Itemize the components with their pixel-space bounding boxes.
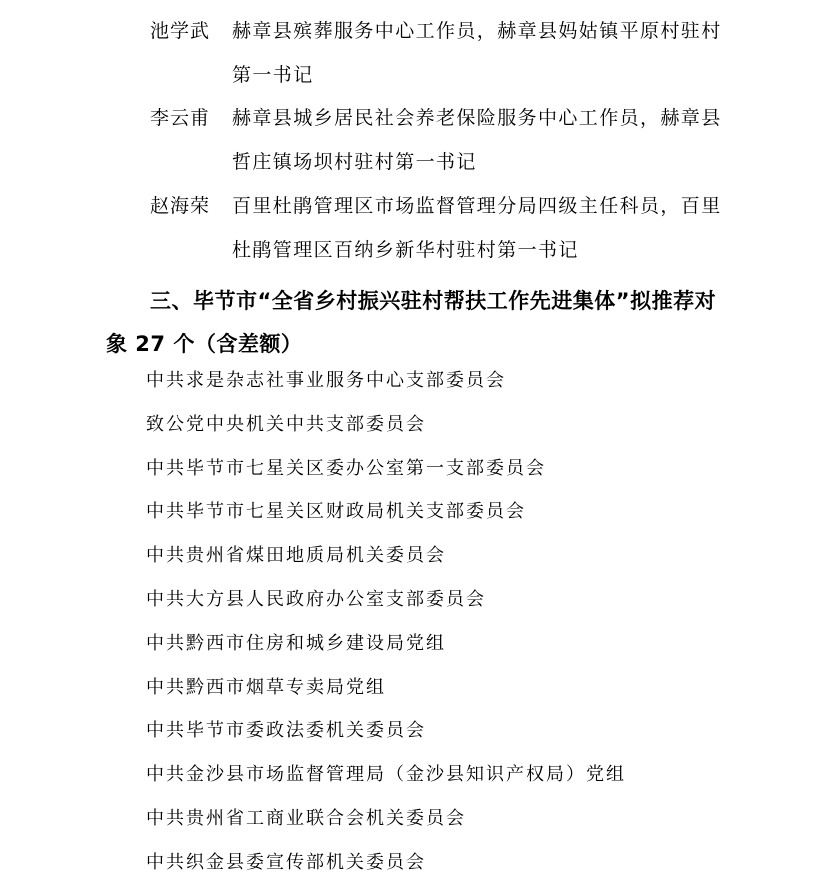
person-description: 百里杜鹃管理区市场监督管理分局四级主任科员，百里杜鹃管理区百纳乡新华村驻村第一书记 [232, 195, 722, 261]
organization-item: 中共黔西市住房和城乡建设局党组 [146, 632, 446, 654]
organization-list [146, 367, 626, 893]
organization-item: 中共毕节市委政法委机关委员会 [146, 720, 426, 742]
organization-item: 中共毕节市七星关区委办公室第一支部委员会 [146, 457, 546, 479]
organization-item: 中共黔西市烟草专卖局党组 [146, 676, 386, 698]
organization-item: 致公党中央机关中共支部委员会 [146, 413, 426, 435]
person-name: 池学武 [150, 20, 211, 42]
organization-item: 中共织金县委宣传部机关委员会 [146, 851, 426, 873]
organization-item: 中共金沙县市场监督管理局（金沙县知识产权局）党组 [146, 764, 626, 786]
organization-item: 中共毕节市七星关区财政局机关支部委员会 [146, 501, 526, 523]
person-description: 赫章县城乡居民社会养老保险服务中心工作员，赫章县哲庄镇场坝村驻村第一书记 [232, 107, 722, 173]
person-description: 赫章县殡葬服务中心工作员，赫章县妈姑镇平原村驻村第一书记 [232, 20, 722, 86]
section-heading [106, 280, 746, 366]
person-name: 赵海荣 [150, 195, 211, 217]
section-heading-line1: 三、毕节市“全省乡村振兴驻村帮扶工作先进集体”拟推荐对 [150, 289, 717, 313]
organization-item: 中共贵州省煤田地质局机关委员会 [146, 545, 446, 567]
organization-item: 中共大方县人民政府办公室支部委员会 [146, 588, 486, 610]
person-name: 李云甫 [150, 107, 211, 129]
section-heading-line2: 象 27 个（含差额） [106, 332, 303, 356]
organization-item: 中共求是杂志社事业服务中心支部委员会 [146, 370, 506, 391]
organization-item: 中共贵州省工商业联合会机关委员会 [146, 807, 466, 829]
